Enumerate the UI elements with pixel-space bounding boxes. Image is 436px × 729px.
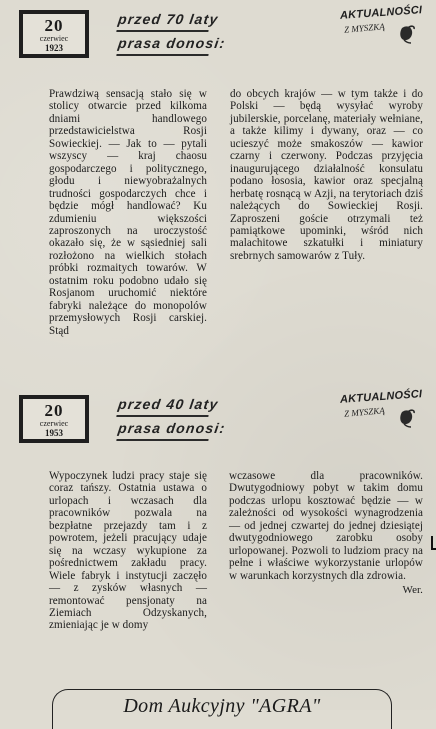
page-edge-mark [431,536,436,550]
section-header [117,393,227,441]
article-text-right: do obcych krajów — w tym także i do Polski — będą wysyłać wyroby jubilerskie, porcelanę, materiały wełniane, a także kilimy i dywany, oraz — co ucieszyć może smakoszów — kawior czarny i czerwony. Podczas przyjęcia inaugurującego działalność konsulatu podano łososia, kawior oraz specjalną herbatę rosnącą w Azji, na terytoriach dziś należących do Sowieckiej Rosji. Zaproszeni goście otrzymali też pamiątkowe upominki, wśród nich malachitowe szkatułki i miniatury srebrnych samowarów z Tuły. [230,88,423,262]
article-text-right: wczasowe dla pracowników. Dwutygodniowy pobyt w takim domu podczas urlopu kosztować będzie — w zależności od wysokości wynagrodzenia — od jednej czwartej do jednej dziesiątej dwutygodniowego zarobku osoby urlopowanej. Pozwoli to ludziom pracy na pełne i właściwe wykorzystanie urlopów w warunkach korzystnych dla zdrowia. [229,470,423,582]
date-box [19,10,89,58]
article-right-column [229,470,423,597]
aktualnosci-logo [339,388,423,433]
header-line-1: przed 70 laty [116,8,211,32]
date-year: 1953 [45,428,63,438]
date-day: 20 [44,401,64,420]
article-text-left: Prawdziwą sensacją stało się w stolicy otwarcie przed kilkoma dniami handlowego przedstawicielstwa Rosji Sowieckiej. — Jak to — pytali wszyscy — kraj chaosu gospodarczego i politycznego, głodu i niewyobrażalnych trudności gospodarczych chce i będzie mógł handlować? Ku zdumieniu większości zaproszonych na uroczystość okazało się, że w sąsiedniej sali rozłożono na wielkich stołach próbki rozmaitych towarów. W ostatnim roku podobno udało się Rosjanom uruchomić niektóre fabryki należące do monopolów przemysłowych Rosji carskiej. Stąd [49,88,207,337]
logo-bottom-text: Z MYSZKĄ [343,21,386,35]
article-signature: Wer. [402,584,423,597]
mouse-icon [398,408,416,428]
aktualnosci-logo [339,4,423,49]
header-line-1: przed 40 laty [116,393,211,417]
header-line-2: prasa donosi: [116,32,211,56]
logo-top-text: AKTUALNOŚCI [339,4,423,22]
auction-house-title: Dom Aukcyjny "AGRA" [123,695,321,717]
section-header [117,8,227,56]
date-month: czerwiec [39,34,69,43]
article-section-1953 [0,390,436,680]
article-right-column [230,88,423,262]
article-left-column [49,470,207,632]
mouse-icon [398,24,416,44]
date-year: 1923 [45,43,63,53]
auction-house-banner [52,689,392,729]
date-month: czerwiec [39,419,69,428]
article-text-left: Wypoczynek ludzi pracy staje się coraz tańszy. Ostatnia ustawa o urlopach i wczasach dla pracowników pozwala na bezpłatne przejazdy tam i z powrotem, jeżeli pracujący udaje się na wczasy wykupione za pośrednictwem zakładu pracy. Wiele fabryk i instytucji zaczęło — z zysków własnych — remontować pensjonaty na Ziemiach Odzyskanych, zmieniając je w domy [49,470,207,632]
date-day: 20 [44,16,64,35]
logo-top-text: AKTUALNOŚCI [339,388,423,406]
article-left-column [49,88,207,337]
header-line-2: prasa donosi: [116,417,211,441]
date-box [19,395,89,443]
logo-bottom-text: Z MYSZKĄ [343,405,386,419]
